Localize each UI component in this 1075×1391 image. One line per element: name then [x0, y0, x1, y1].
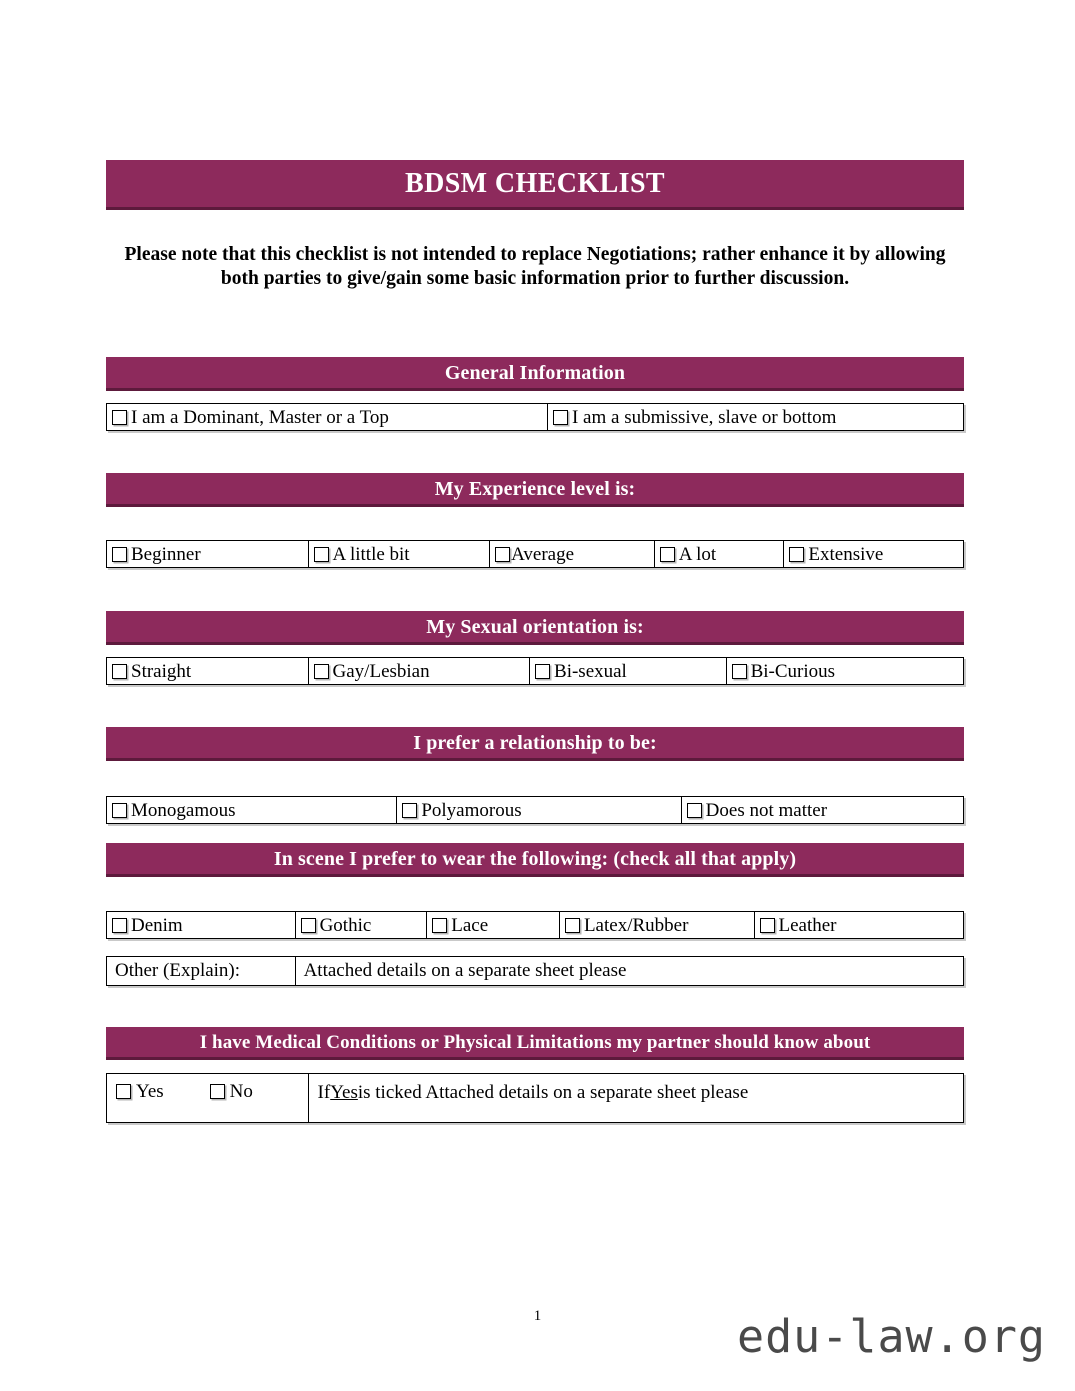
page-title: BDSM CHECKLIST	[106, 160, 964, 210]
checkbox-option-gay-lesbian[interactable]	[309, 658, 530, 684]
option-label: Latex/Rubber	[583, 914, 689, 936]
checkbox-icon[interactable]	[112, 803, 127, 818]
option-label: Gothic	[319, 914, 372, 936]
checkbox-option-bi-curious[interactable]	[727, 658, 963, 684]
table-row	[106, 540, 964, 568]
option-label: Leather	[778, 914, 837, 936]
table-row	[106, 956, 964, 986]
attire-other-row-wrapper	[106, 956, 964, 986]
checkbox-option-extensive[interactable]	[784, 541, 963, 567]
checkbox-icon[interactable]	[432, 918, 447, 933]
checkbox-option-straight[interactable]	[107, 658, 309, 684]
option-label: Lace	[451, 914, 489, 936]
experience-options-row-wrapper	[106, 540, 964, 568]
section-heading-relationship: I prefer a relationship to be:	[106, 727, 964, 761]
checkbox-icon[interactable]	[789, 547, 804, 562]
other-explain-label: Other (Explain):	[107, 957, 296, 985]
checkbox-icon[interactable]	[760, 918, 775, 933]
option-label: Average	[511, 543, 575, 565]
option-label: A lot	[678, 543, 717, 565]
medical-row-wrapper	[106, 1073, 964, 1123]
option-label: I am a Dominant, Master or a Top	[131, 406, 389, 428]
checkbox-icon[interactable]	[732, 664, 747, 679]
checkbox-icon[interactable]	[112, 547, 127, 562]
option-label: Extensive	[808, 543, 884, 565]
checkbox-icon[interactable]	[402, 803, 417, 818]
medical-note-cell	[309, 1074, 963, 1122]
section-heading-attire: In scene I prefer to wear the following: (check all that apply)	[106, 843, 964, 877]
table-row	[106, 657, 964, 685]
option-label: Bi-sexual	[554, 660, 627, 682]
checkbox-icon[interactable]	[660, 547, 675, 562]
experience-heading-wrapper	[106, 473, 964, 507]
section-heading-medical: I have Medical Conditions or Physical Limitations my partner should know about	[106, 1027, 964, 1060]
title-bar-wrapper	[106, 160, 964, 210]
checkbox-option-polyamorous[interactable]	[397, 797, 681, 823]
relationship-heading-wrapper	[106, 727, 964, 761]
checkbox-icon[interactable]	[535, 664, 550, 679]
option-label: Denim	[131, 914, 183, 936]
checkbox-option-does-not-matter[interactable]	[682, 797, 963, 823]
checkbox-icon[interactable]	[553, 410, 568, 425]
checkbox-option-monogamous[interactable]	[107, 797, 397, 823]
checkbox-icon[interactable]	[301, 918, 316, 933]
option-label: Yes	[136, 1081, 164, 1102]
checkbox-option-a-lot[interactable]	[655, 541, 785, 567]
intro-paragraph: Please note that this checklist is not intended to replace Negotiations; rather enhance it by allowing both parties to give/gain some basic information prior to further discussion.	[124, 244, 946, 289]
attire-options-row-wrapper	[106, 911, 964, 939]
page-number: 1	[533, 1308, 542, 1324]
option-label: I am a submissive, slave or bottom	[571, 406, 837, 428]
checkbox-option-gothic[interactable]	[296, 912, 428, 938]
medical-heading-wrapper	[106, 1027, 964, 1060]
table-row	[106, 911, 964, 939]
table-row	[106, 1073, 964, 1123]
option-label: Does not matter	[705, 799, 828, 821]
checkbox-icon[interactable]	[314, 547, 329, 562]
general-heading-wrapper	[106, 357, 964, 391]
checkbox-icon[interactable]	[210, 1084, 225, 1099]
intro-wrapper	[106, 243, 964, 291]
checkbox-icon[interactable]	[687, 803, 702, 818]
section-heading-experience: My Experience level is:	[106, 473, 964, 507]
option-label: Gay/Lesbian	[332, 660, 430, 682]
checkbox-icon[interactable]	[112, 410, 127, 425]
checkbox-option-bi-sexual[interactable]	[530, 658, 727, 684]
checkbox-option-average[interactable]	[490, 541, 655, 567]
medical-note-prefix: If	[317, 1082, 331, 1103]
option-label: Polyamorous	[421, 799, 522, 821]
medical-yes-no-cell	[107, 1074, 309, 1122]
option-label: Straight	[131, 660, 192, 682]
option-label: Monogamous	[131, 799, 236, 821]
table-row	[106, 403, 964, 431]
checkbox-icon[interactable]	[314, 664, 329, 679]
option-label: A little bit	[332, 543, 410, 565]
medical-note-suffix: is ticked Attached details on a separate sheet please	[357, 1082, 749, 1103]
checkbox-option-yes[interactable]	[116, 1082, 164, 1101]
checkbox-option-dominant[interactable]	[107, 404, 548, 430]
checkbox-option-latex-rubber[interactable]	[560, 912, 755, 938]
checkbox-option-lace[interactable]	[427, 912, 560, 938]
checkbox-icon[interactable]	[112, 918, 127, 933]
section-heading-orientation: My Sexual orientation is:	[106, 611, 964, 645]
other-explain-value[interactable]: Attached details on a separate sheet please	[303, 960, 627, 981]
orientation-heading-wrapper	[106, 611, 964, 645]
orientation-options-row-wrapper	[106, 657, 964, 685]
relationship-options-row-wrapper	[106, 796, 964, 824]
medical-note-underlined: Yes	[330, 1082, 358, 1103]
watermark: edu-law.org	[737, 1310, 1047, 1363]
checkbox-icon[interactable]	[116, 1084, 131, 1099]
checkbox-option-no[interactable]	[210, 1082, 253, 1101]
option-label: Bi-Curious	[750, 660, 836, 682]
general-options-row-wrapper	[106, 403, 964, 431]
option-label: No	[229, 1081, 253, 1102]
checkbox-option-submissive[interactable]	[548, 404, 963, 430]
checkbox-option-a-little-bit[interactable]	[309, 541, 491, 567]
table-row	[106, 796, 964, 824]
checkbox-icon[interactable]	[495, 547, 510, 562]
checkbox-option-beginner[interactable]	[107, 541, 309, 567]
section-heading-general: General Information	[106, 357, 964, 391]
option-label: Beginner	[131, 543, 201, 565]
checkbox-option-denim[interactable]	[107, 912, 296, 938]
checkbox-option-leather[interactable]	[755, 912, 964, 938]
checkbox-icon[interactable]	[565, 918, 580, 933]
attire-heading-wrapper	[106, 843, 964, 877]
checkbox-icon[interactable]	[112, 664, 127, 679]
